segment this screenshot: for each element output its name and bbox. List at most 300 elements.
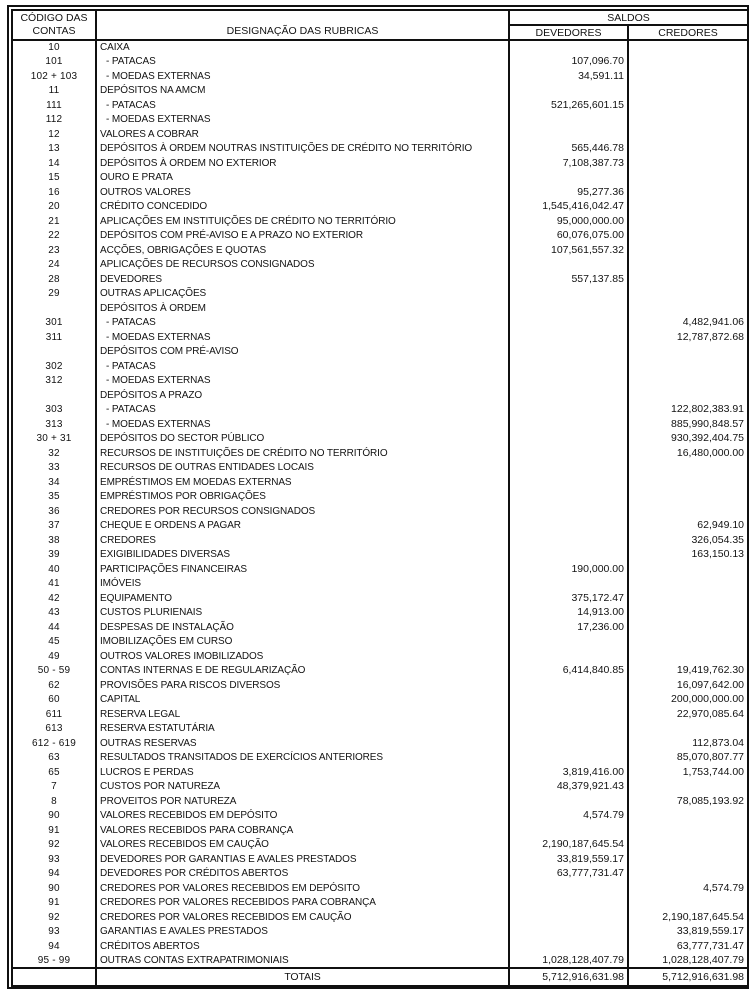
credores-cell: [628, 301, 748, 316]
table-row: [12, 359, 748, 374]
designation-cell: - MOEDAS EXTERNAS: [96, 113, 509, 128]
credores-cell: [628, 142, 748, 157]
credores-cell: [628, 867, 748, 882]
table-row: [12, 40, 748, 55]
credores-cell: [628, 504, 748, 519]
designation-cell: - PATACAS: [96, 55, 509, 70]
devedores-cell: [509, 533, 628, 548]
table-row: [12, 475, 748, 490]
account-code-cell: 28: [12, 272, 96, 287]
table-row: [12, 330, 748, 345]
designation-cell: DEPÓSITOS DO SECTOR PÚBLICO: [96, 432, 509, 447]
account-code-cell: 102 + 103: [12, 69, 96, 84]
devedores-cell: [509, 519, 628, 534]
devedores-cell: 375,172.47: [509, 591, 628, 606]
devedores-cell: [509, 722, 628, 737]
account-code-cell: 22: [12, 229, 96, 244]
account-code-cell: 38: [12, 533, 96, 548]
devedores-cell: [509, 707, 628, 722]
credores-cell: [628, 823, 748, 838]
table-row: [12, 707, 748, 722]
account-code-cell: 312: [12, 374, 96, 389]
account-code-cell: 50 - 59: [12, 664, 96, 679]
credores-cell: [628, 577, 748, 592]
devedores-cell: 7,108,387.73: [509, 156, 628, 171]
designation-cell: APLICAÇÕES DE RECURSOS CONSIGNADOS: [96, 258, 509, 273]
devedores-cell: [509, 751, 628, 766]
devedores-cell: [509, 388, 628, 403]
devedores-cell: 565,446.78: [509, 142, 628, 157]
designation-cell: CAPITAL: [96, 693, 509, 708]
designation-cell: LUCROS E PERDAS: [96, 765, 509, 780]
table-row: [12, 69, 748, 84]
document-frame: [7, 5, 749, 989]
devedores-cell: [509, 287, 628, 302]
credores-cell: [628, 490, 748, 505]
devedores-cell: [509, 374, 628, 389]
devedores-cell: [509, 316, 628, 331]
devedores-cell: [509, 475, 628, 490]
designation-cell: CAIXA: [96, 40, 509, 55]
devedores-cell: 190,000.00: [509, 562, 628, 577]
designation-cell: OUTRAS CONTAS EXTRAPATRIMONIAIS: [96, 954, 509, 969]
credores-cell: 78,085,193.92: [628, 794, 748, 809]
table-row: [12, 751, 748, 766]
account-code-cell: 7: [12, 780, 96, 795]
totals-row: [12, 968, 748, 986]
table-row: [12, 446, 748, 461]
table-footer: [12, 968, 748, 986]
table-row: [12, 345, 748, 360]
credores-cell: 1,028,128,407.79: [628, 954, 748, 969]
designation-cell: APLICAÇÕES EM INSTITUIÇÕES DE CRÉDITO NO TERRITÓRIO: [96, 214, 509, 229]
designation-cell: VALORES RECEBIDOS EM CAUÇÃO: [96, 838, 509, 853]
table-row: [12, 113, 748, 128]
account-code-cell: 60: [12, 693, 96, 708]
designation-cell: DEPÓSITOS COM PRÉ-AVISO E A PRAZO NO EXTERIOR: [96, 229, 509, 244]
totals-label: TOTAIS: [96, 968, 509, 986]
credores-cell: [628, 40, 748, 55]
credores-cell: [628, 258, 748, 273]
totals-credores-value: 5,712,916,631.98: [628, 968, 748, 986]
credores-cell: [628, 635, 748, 650]
designation-cell: OUTRAS APLICAÇÕES: [96, 287, 509, 302]
devedores-cell: [509, 881, 628, 896]
account-code-cell: 13: [12, 142, 96, 157]
credores-cell: [628, 345, 748, 360]
designation-cell: DEVEDORES POR CRÉDITOS ABERTOS: [96, 867, 509, 882]
account-code-cell: 91: [12, 896, 96, 911]
credores-cell: [628, 591, 748, 606]
devedores-cell: 33,819,559.17: [509, 852, 628, 867]
credores-cell: [628, 852, 748, 867]
table-row: [12, 548, 748, 563]
account-code-cell: 8: [12, 794, 96, 809]
designation-cell: DEPÓSITOS À ORDEM NOUTRAS INSTITUIÇÕES DE CRÉDITO NO TERRITÓRIO: [96, 142, 509, 157]
table-header: [12, 10, 748, 40]
designation-cell: - PATACAS: [96, 98, 509, 113]
account-code-cell: 301: [12, 316, 96, 331]
devedores-cell: 3,819,416.00: [509, 765, 628, 780]
table-row: [12, 925, 748, 940]
credores-cell: [628, 359, 748, 374]
designation-cell: RECURSOS DE OUTRAS ENTIDADES LOCAIS: [96, 461, 509, 476]
devedores-cell: 17,236.00: [509, 620, 628, 635]
designation-cell: - PATACAS: [96, 316, 509, 331]
devedores-cell: 1,028,128,407.79: [509, 954, 628, 969]
totals-devedores-value: 5,712,916,631.98: [509, 968, 628, 986]
credores-cell: [628, 287, 748, 302]
table-row: [12, 504, 748, 519]
credores-cell: [628, 475, 748, 490]
table-row: [12, 896, 748, 911]
account-code-cell: 90: [12, 809, 96, 824]
credores-cell: 163,150.13: [628, 548, 748, 563]
credores-cell: [628, 374, 748, 389]
designation-cell: PROVEITOS POR NATUREZA: [96, 794, 509, 809]
devedores-cell: 60,076,075.00: [509, 229, 628, 244]
account-code-cell: 15: [12, 171, 96, 186]
credores-cell: [628, 809, 748, 824]
account-code-cell: 10: [12, 40, 96, 55]
table-row: [12, 823, 748, 838]
credores-cell: 2,190,187,645.54: [628, 910, 748, 925]
table-row: [12, 678, 748, 693]
credores-cell: [628, 606, 748, 621]
credores-cell: [628, 272, 748, 287]
credores-cell: [628, 171, 748, 186]
devedores-cell: [509, 504, 628, 519]
table-row: [12, 229, 748, 244]
account-code-cell: 302: [12, 359, 96, 374]
designation-cell: GARANTIAS E AVALES PRESTADOS: [96, 925, 509, 940]
devedores-cell: 95,000,000.00: [509, 214, 628, 229]
devedores-cell: [509, 330, 628, 345]
designation-cell: EXIGIBILIDADES DIVERSAS: [96, 548, 509, 563]
designation-cell: VALORES A COBRAR: [96, 127, 509, 142]
designation-cell: CONTAS INTERNAS E DE REGULARIZAÇÃO: [96, 664, 509, 679]
table-row: [12, 867, 748, 882]
account-code-cell: 32: [12, 446, 96, 461]
account-code-cell: 92: [12, 910, 96, 925]
accounts-tbody: [12, 40, 748, 968]
devedores-cell: [509, 823, 628, 838]
header-designacao: DESIGNAÇÃO DAS RUBRICAS: [96, 10, 509, 40]
account-code-cell: 92: [12, 838, 96, 853]
account-code-cell: 612 - 619: [12, 736, 96, 751]
designation-cell: IMÓVEIS: [96, 577, 509, 592]
devedores-cell: [509, 736, 628, 751]
credores-cell: 19,419,762.30: [628, 664, 748, 679]
designation-cell: VALORES RECEBIDOS PARA COBRANÇA: [96, 823, 509, 838]
designation-cell: DEVEDORES POR GARANTIAS E AVALES PRESTADOS: [96, 852, 509, 867]
account-code-cell: 30 + 31: [12, 432, 96, 447]
credores-cell: [628, 127, 748, 142]
table-row: [12, 417, 748, 432]
designation-cell: DEPÓSITOS À ORDEM NO EXTERIOR: [96, 156, 509, 171]
devedores-cell: 95,277.36: [509, 185, 628, 200]
credores-cell: 63,777,731.47: [628, 939, 748, 954]
designation-cell: ACÇÕES, OBRIGAÇÕES E QUOTAS: [96, 243, 509, 258]
designation-cell: DEPÓSITOS NA AMCM: [96, 84, 509, 99]
credores-cell: [628, 214, 748, 229]
account-code-cell: 11: [12, 84, 96, 99]
designation-cell: EMPRÉSTIMOS POR OBRIGAÇÕES: [96, 490, 509, 505]
devedores-cell: [509, 84, 628, 99]
designation-cell: CREDORES POR RECURSOS CONSIGNADOS: [96, 504, 509, 519]
designation-cell: CREDORES: [96, 533, 509, 548]
designation-cell: CRÉDITO CONCEDIDO: [96, 200, 509, 215]
credores-cell: [628, 722, 748, 737]
devedores-cell: 107,096.70: [509, 55, 628, 70]
credores-cell: 930,392,404.75: [628, 432, 748, 447]
devedores-cell: [509, 490, 628, 505]
table-row: [12, 852, 748, 867]
credores-cell: [628, 98, 748, 113]
table-row: [12, 809, 748, 824]
credores-cell: [628, 896, 748, 911]
designation-cell: CRÉDITOS ABERTOS: [96, 939, 509, 954]
account-code-cell: 611: [12, 707, 96, 722]
designation-cell: DESPESAS DE INSTALAÇÃO: [96, 620, 509, 635]
designation-cell: RECURSOS DE INSTITUIÇÕES DE CRÉDITO NO TERRITÓRIO: [96, 446, 509, 461]
table-row: [12, 142, 748, 157]
credores-cell: [628, 113, 748, 128]
designation-cell: - PATACAS: [96, 403, 509, 418]
designation-cell: - MOEDAS EXTERNAS: [96, 417, 509, 432]
account-code-cell: 33: [12, 461, 96, 476]
account-code-cell: 65: [12, 765, 96, 780]
devedores-cell: [509, 359, 628, 374]
table-row: [12, 519, 748, 534]
table-row: [12, 736, 748, 751]
header-saldos: SALDOS: [509, 10, 748, 25]
credores-cell: [628, 185, 748, 200]
account-code-cell: 29: [12, 287, 96, 302]
account-code-cell: 95 - 99: [12, 954, 96, 969]
account-code-cell: 24: [12, 258, 96, 273]
account-code-cell: 37: [12, 519, 96, 534]
table-row: [12, 780, 748, 795]
account-code-cell: 40: [12, 562, 96, 577]
devedores-cell: 63,777,731.47: [509, 867, 628, 882]
account-code-cell: 613: [12, 722, 96, 737]
account-code-cell: 91: [12, 823, 96, 838]
credores-cell: 12,787,872.68: [628, 330, 748, 345]
table-row: [12, 910, 748, 925]
table-row: [12, 693, 748, 708]
devedores-cell: 521,265,601.15: [509, 98, 628, 113]
table-row: [12, 185, 748, 200]
credores-cell: 885,990,848.57: [628, 417, 748, 432]
table-row: [12, 214, 748, 229]
account-code-cell: 14: [12, 156, 96, 171]
designation-cell: VALORES RECEBIDOS EM DEPÓSITO: [96, 809, 509, 824]
devedores-cell: 4,574.79: [509, 809, 628, 824]
devedores-cell: [509, 417, 628, 432]
devedores-cell: [509, 345, 628, 360]
designation-cell: PARTICIPAÇÕES FINANCEIRAS: [96, 562, 509, 577]
table-row: [12, 606, 748, 621]
designation-cell: - PATACAS: [96, 359, 509, 374]
account-code-cell: 45: [12, 635, 96, 650]
devedores-cell: 2,190,187,645.54: [509, 838, 628, 853]
designation-cell: RESERVA ESTATUTÁRIA: [96, 722, 509, 737]
devedores-cell: [509, 635, 628, 650]
header-codigo-line1: CÓDIGO DAS: [20, 12, 88, 24]
account-code-cell: 42: [12, 591, 96, 606]
credores-cell: [628, 649, 748, 664]
account-code-cell: 34: [12, 475, 96, 490]
account-code-cell: 36: [12, 504, 96, 519]
account-code-cell: 111: [12, 98, 96, 113]
designation-cell: CREDORES POR VALORES RECEBIDOS EM DEPÓSITO: [96, 881, 509, 896]
devedores-cell: [509, 40, 628, 55]
table-row: [12, 287, 748, 302]
designation-cell: RESULTADOS TRANSITADOS DE EXERCÍCIOS ANTERIORES: [96, 751, 509, 766]
account-code-cell: [12, 301, 96, 316]
table-row: [12, 939, 748, 954]
devedores-cell: 48,379,921.43: [509, 780, 628, 795]
credores-cell: [628, 243, 748, 258]
table-row: [12, 562, 748, 577]
table-row: [12, 171, 748, 186]
table-row: [12, 84, 748, 99]
designation-cell: EQUIPAMENTO: [96, 591, 509, 606]
devedores-cell: [509, 258, 628, 273]
account-code-cell: 94: [12, 867, 96, 882]
devedores-cell: [509, 548, 628, 563]
designation-cell: CUSTOS PLURIENAIS: [96, 606, 509, 621]
header-credores: CREDORES: [628, 25, 748, 40]
account-code-cell: 62: [12, 678, 96, 693]
designation-cell: CHEQUE E ORDENS A PAGAR: [96, 519, 509, 534]
devedores-cell: [509, 127, 628, 142]
designation-cell: OUTRAS RESERVAS: [96, 736, 509, 751]
designation-cell: CREDORES POR VALORES RECEBIDOS EM CAUÇÃO: [96, 910, 509, 925]
designation-cell: IMOBILIZAÇÕES EM CURSO: [96, 635, 509, 650]
table-row: [12, 461, 748, 476]
table-row: [12, 432, 748, 447]
table-row: [12, 374, 748, 389]
account-code-cell: 93: [12, 852, 96, 867]
credores-cell: 1,753,744.00: [628, 765, 748, 780]
account-code-cell: 94: [12, 939, 96, 954]
devedores-cell: [509, 432, 628, 447]
devedores-cell: [509, 403, 628, 418]
table-row: [12, 490, 748, 505]
devedores-cell: [509, 446, 628, 461]
table-row: [12, 765, 748, 780]
header-codigo-contas: [12, 10, 96, 40]
account-code-cell: [12, 345, 96, 360]
devedores-cell: [509, 910, 628, 925]
devedores-cell: [509, 925, 628, 940]
table-row: [12, 316, 748, 331]
credores-cell: 112,873.04: [628, 736, 748, 751]
devedores-cell: [509, 461, 628, 476]
devedores-cell: 557,137.85: [509, 272, 628, 287]
table-row: [12, 156, 748, 171]
account-code-cell: 63: [12, 751, 96, 766]
credores-cell: 22,970,085.64: [628, 707, 748, 722]
credores-cell: [628, 69, 748, 84]
credores-cell: [628, 84, 748, 99]
credores-cell: 33,819,559.17: [628, 925, 748, 940]
table-row: [12, 55, 748, 70]
table-row: [12, 577, 748, 592]
account-code-cell: 21: [12, 214, 96, 229]
account-code-cell: 16: [12, 185, 96, 200]
devedores-cell: [509, 896, 628, 911]
table-row: [12, 243, 748, 258]
devedores-cell: [509, 794, 628, 809]
table-row: [12, 838, 748, 853]
designation-cell: DEPÓSITOS À ORDEM: [96, 301, 509, 316]
account-code-cell: 313: [12, 417, 96, 432]
account-code-cell: 93: [12, 925, 96, 940]
credores-cell: [628, 562, 748, 577]
header-devedores: DEVEDORES: [509, 25, 628, 40]
credores-cell: [628, 780, 748, 795]
devedores-cell: [509, 577, 628, 592]
table-row: [12, 620, 748, 635]
table-row: [12, 403, 748, 418]
devedores-cell: [509, 171, 628, 186]
account-code-cell: [12, 388, 96, 403]
account-code-cell: 303: [12, 403, 96, 418]
account-code-cell: 39: [12, 548, 96, 563]
credores-cell: [628, 229, 748, 244]
credores-cell: [628, 461, 748, 476]
table-row: [12, 954, 748, 969]
table-row: [12, 635, 748, 650]
credores-cell: [628, 838, 748, 853]
account-code-cell: 35: [12, 490, 96, 505]
table-row: [12, 301, 748, 316]
designation-cell: EMPRÉSTIMOS EM MOEDAS EXTERNAS: [96, 475, 509, 490]
designation-cell: RESERVA LEGAL: [96, 707, 509, 722]
devedores-cell: [509, 649, 628, 664]
devedores-cell: 107,561,557.32: [509, 243, 628, 258]
account-code-cell: 41: [12, 577, 96, 592]
account-code-cell: 12: [12, 127, 96, 142]
devedores-cell: 14,913.00: [509, 606, 628, 621]
table-row: [12, 881, 748, 896]
account-code-cell: 43: [12, 606, 96, 621]
account-code-cell: 311: [12, 330, 96, 345]
designation-cell: CUSTOS POR NATUREZA: [96, 780, 509, 795]
designation-cell: PROVISÕES PARA RISCOS DIVERSOS: [96, 678, 509, 693]
credores-cell: 4,482,941.06: [628, 316, 748, 331]
designation-cell: DEPÓSITOS COM PRÉ-AVISO: [96, 345, 509, 360]
header-row-1: [12, 10, 748, 25]
designation-cell: - MOEDAS EXTERNAS: [96, 330, 509, 345]
devedores-cell: [509, 113, 628, 128]
credores-cell: 16,097,642.00: [628, 678, 748, 693]
table-row: [12, 272, 748, 287]
devedores-cell: 1,545,416,042.47: [509, 200, 628, 215]
table-row: [12, 533, 748, 548]
designation-cell: CREDORES POR VALORES RECEBIDOS PARA COBRANÇA: [96, 896, 509, 911]
designation-cell: - MOEDAS EXTERNAS: [96, 69, 509, 84]
designation-cell: OUTROS VALORES IMOBILIZADOS: [96, 649, 509, 664]
account-code-cell: 112: [12, 113, 96, 128]
table-row: [12, 200, 748, 215]
account-code-cell: 101: [12, 55, 96, 70]
account-code-cell: 20: [12, 200, 96, 215]
designation-cell: DEVEDORES: [96, 272, 509, 287]
